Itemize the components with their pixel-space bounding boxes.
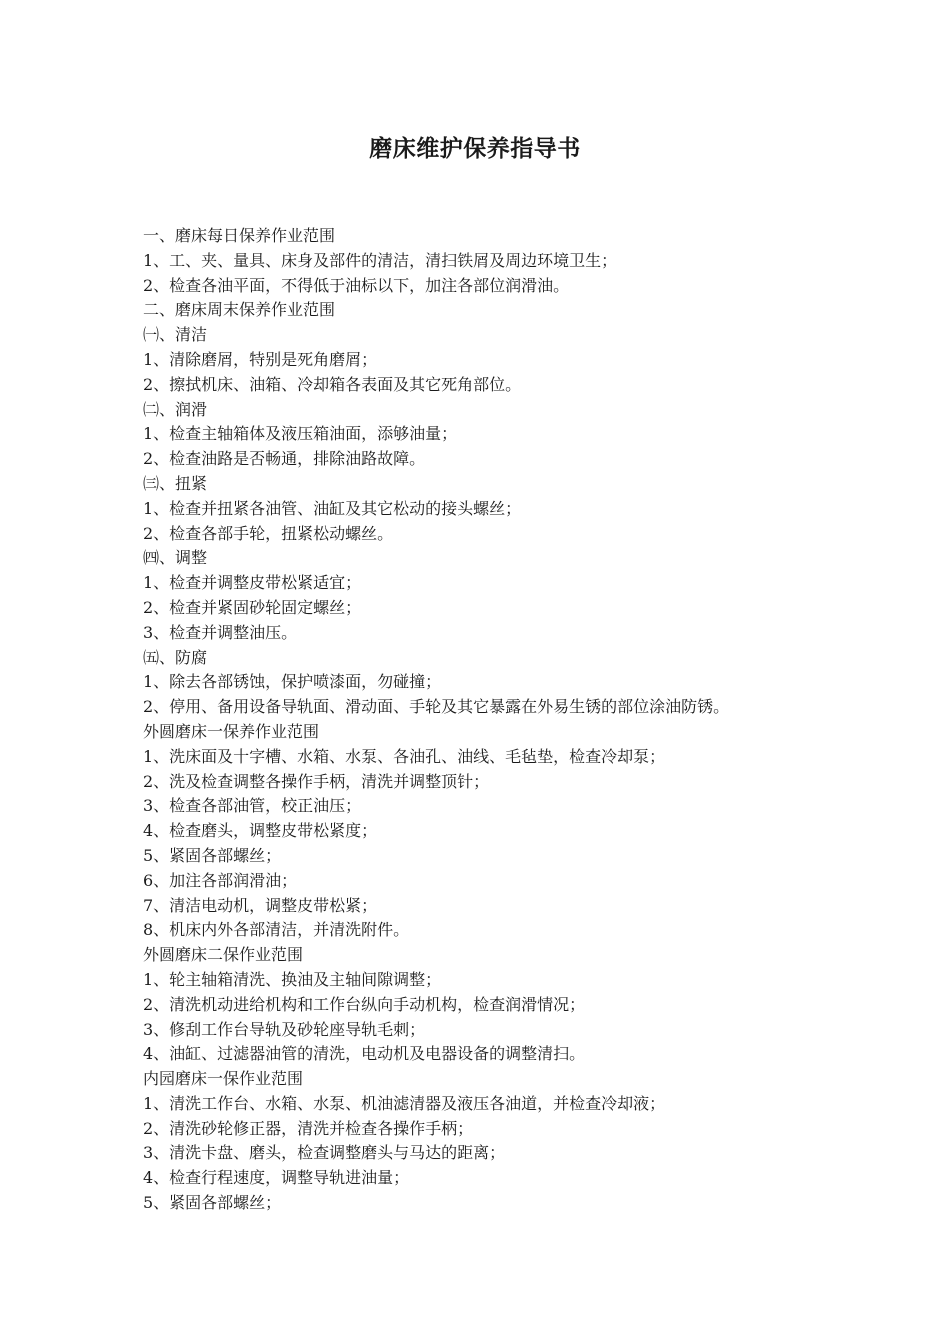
document-line: 1、轮主轴箱清洗、换油及主轴间隙调整； (143, 969, 442, 989)
document-line: 5、紧固各部螺丝； (143, 1193, 282, 1213)
document-line: 1、除去各部锈蚀，保护喷漆面，勿碰撞； (143, 672, 442, 692)
document-line: 外圆磨床一保养作业范围 (143, 721, 320, 741)
document-line: ㈢、扭紧 (143, 473, 208, 493)
document-line: 一、磨床每日保养作业范围 (143, 226, 336, 245)
document-line: 4、检查磨头，调整皮带松紧度； (143, 821, 378, 841)
document-line: 3、检查各部油管，校正油压； (143, 796, 362, 816)
document-line: 4、油缸、过滤器油管的清洗，电动机及电器设备的调整清扫。 (143, 1044, 586, 1064)
document-line: 2、清洗机动进给机构和工作台纵向手动机构，检查润滑情况； (143, 994, 586, 1014)
document-title: 磨床维护保养指导书 (369, 136, 581, 162)
document-line: 1、工、夹、量具、床身及部件的清洁，清扫铁屑及周边环境卫生； (143, 250, 618, 270)
document-line: 外圆磨床二保作业范围 (143, 945, 304, 965)
document-line: 7、清洁电动机，调整皮带松紧； (143, 895, 378, 915)
document-line: 2、洗及检查调整各操作手柄，清洗并调整顶针； (143, 771, 490, 791)
document-line: 1、清除磨屑，特别是死角磨屑； (143, 349, 378, 369)
document-line: 3、修刮工作台导轨及砂轮座导轨毛刺； (143, 1019, 426, 1039)
document-line: 4、检查行程速度，调整导轨进油量； (143, 1168, 410, 1188)
document-line: ㈣、调整 (143, 548, 208, 568)
document-line: 2、检查各油平面，不得低于油标以下，加注各部位润滑油。 (143, 275, 570, 295)
document-line: 2、检查各部手轮，扭紧松动螺丝。 (143, 523, 394, 543)
document-line: 1、检查并扭紧各油管、油缸及其它松动的接头螺丝； (143, 498, 522, 518)
document-line: ㈡、润滑 (143, 399, 208, 419)
document-body (143, 224, 843, 1216)
document-line: 1、检查主轴箱体及液压箱油面，添够油量； (143, 424, 458, 444)
document-line: 2、清洗砂轮修正器，清洗并检查各操作手柄； (143, 1118, 474, 1138)
document-line: 5、紧固各部螺丝； (143, 845, 282, 865)
document-line: 2、检查油路是否畅通，排除油路故障。 (143, 449, 426, 469)
document-line: 1、清洗工作台、水箱、水泵、机油滤清器及液压各油道，并检查冷却液； (143, 1093, 666, 1113)
document-line: 8、机床内外各部清洁，并清洗附件。 (143, 920, 410, 940)
document-line: ㈤、防腐 (143, 647, 208, 667)
document-line: 内园磨床一保作业范围 (143, 1069, 304, 1089)
document-line: 2、擦拭机床、油箱、冷却箱各表面及其它死角部位。 (143, 374, 522, 394)
document-line: 3、检查并调整油压。 (143, 622, 298, 642)
document-line: 3、清洗卡盘、磨头，检查调整磨头与马达的距离； (143, 1143, 506, 1163)
document-line: 1、洗床面及十字槽、水箱、水泵、各油孔、油线、毛毡垫，检查冷却泵； (143, 746, 666, 766)
document-line: 6、加注各部润滑油； (143, 870, 298, 890)
document-line: 二、磨床周末保养作业范围 (143, 300, 336, 320)
document-line: 2、检查并紧固砂轮固定螺丝； (143, 597, 362, 617)
document-line: 2、停用、备用设备导轨面、滑动面、手轮及其它暴露在外易生锈的部位涂油防锈。 (143, 697, 730, 717)
document-line: ㈠、清洁 (143, 325, 208, 345)
document-line: 1、检查并调整皮带松紧适宜； (143, 573, 362, 593)
